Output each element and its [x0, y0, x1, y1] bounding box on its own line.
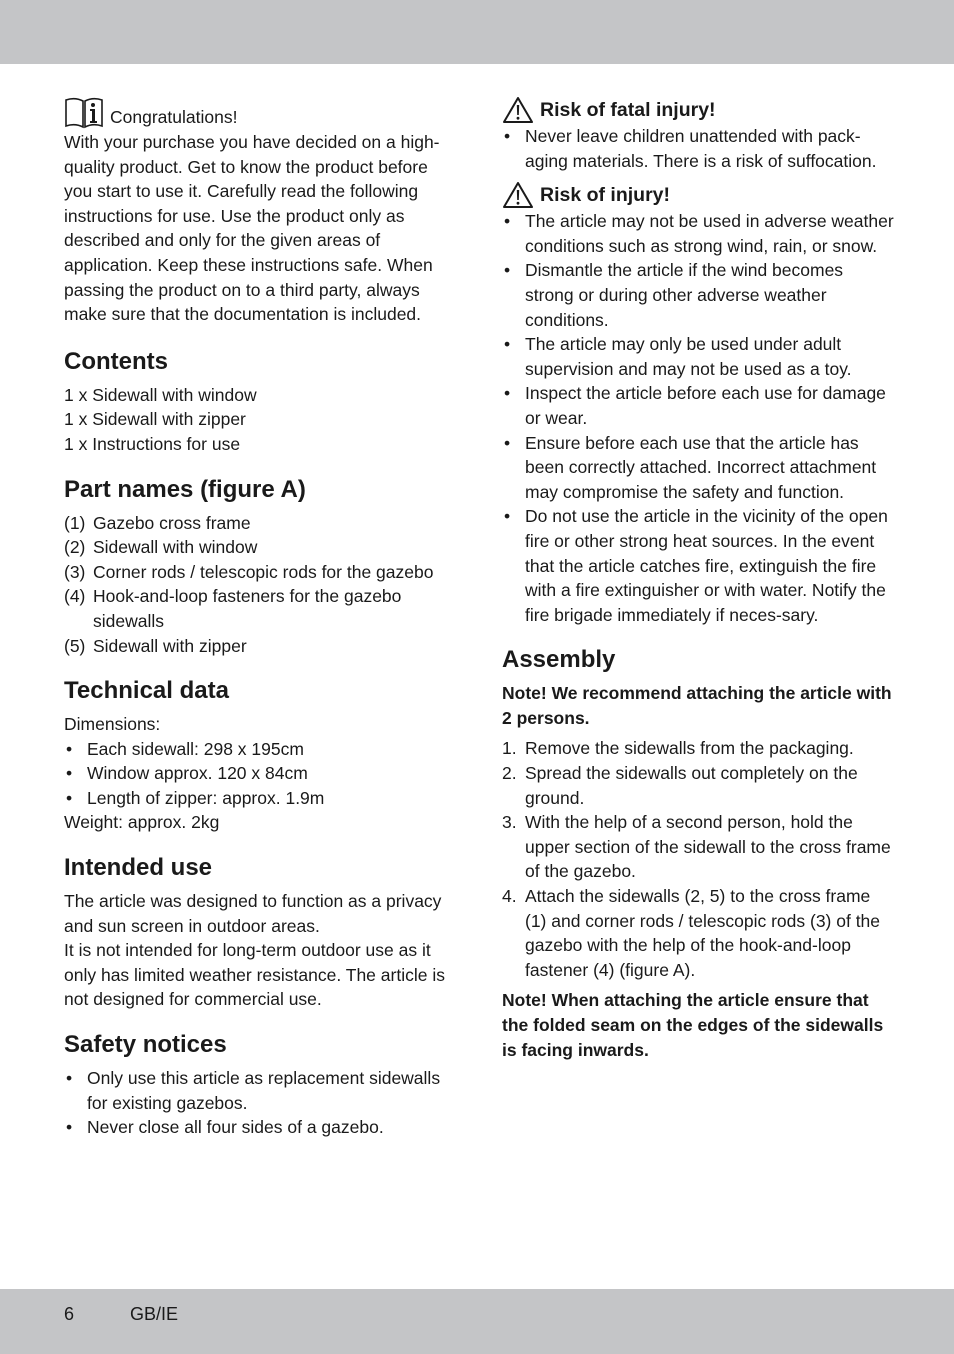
assembly-note-1: Note! We recommend attaching the article with 2 persons. [502, 683, 892, 728]
list-item: • Ensure before each use that the article has been correctly attached. Incorrect attachment may compromise the safety and function. [502, 431, 894, 505]
intended-use-title: Intended use [64, 854, 213, 882]
header-band [0, 0, 954, 64]
list-item: (5) Sidewall with zipper [64, 635, 247, 656]
list-item: • Never leave children unattended with pack-aging materials. There is a risk of suffocation. [502, 124, 894, 173]
dimensions-list [64, 737, 456, 811]
assembly-note-2: Note! When attaching the article ensure that the folded seam on the edges of the sidewalls is facing inwards. [502, 990, 884, 1060]
list-item: (2) Sidewall with window [64, 537, 258, 558]
contents-item: 1 x Sidewall with window [64, 384, 257, 405]
intended-use-p1: The article was designed to function as a privacy and sun screen in outdoor areas. [64, 891, 442, 936]
list-item: • Never close all four sides of a gazebo. [64, 1115, 456, 1140]
fatal-injury-list [502, 124, 894, 173]
contents-item: 1 x Instructions for use [64, 433, 241, 454]
contents-item: 1 x Sidewall with zipper [64, 409, 246, 430]
list-item: (1) Gazebo cross frame [64, 512, 251, 533]
safety-list [64, 1066, 456, 1140]
list-item: • Dismantle the article if the wind becomes strong or during other adverse weather conditions. [502, 258, 894, 332]
injury-heading [502, 181, 894, 209]
warning-triangle-icon [502, 96, 534, 124]
contents-title: Contents [64, 347, 168, 375]
list-item: • Window approx. 120 x 84cm [64, 761, 456, 786]
list-item: 1. Remove the sidewalls from the packaging. [502, 738, 854, 759]
intro-heading [64, 96, 456, 130]
safety-title: Safety notices [64, 1031, 227, 1059]
assembly-title: Assembly [502, 646, 616, 674]
list-item: • The article may only be used under adult supervision and may not be used as a toy. [502, 332, 894, 381]
info-book-icon [64, 96, 104, 130]
intro-body: With your purchase you have decided on a high-quality product. Get to know the product before you start to use it. Carefully read the following instructions for use. Use the product only as described and only for the given areas of application. Keep these instructions safe. When passing the product on to a third party, always make sure that the documentation is included. [64, 132, 440, 325]
list-item: (4) Hook-and-loop fasteners for the gazebo sidewalls [64, 586, 402, 631]
list-item: • Do not use the article in the vicinity of the open fire or other strong heat sources. In the event that the article catches fire, extinguish the fire with a fire extinguisher or with water. Notify the fire brigade immediately if neces-sary. [502, 504, 894, 627]
list-item: • Length of zipper: approx. 1.9m [64, 786, 456, 811]
injury-list [502, 209, 894, 627]
contents-list [64, 383, 456, 457]
fatal-injury-title: Risk of fatal injury! [540, 99, 716, 121]
assembly-steps [502, 736, 894, 982]
part-names-title: Part names (figure A) [64, 475, 306, 503]
right-column [502, 96, 894, 1062]
list-item: • Each sidewall: 298 x 195cm [64, 737, 456, 762]
list-item: 3. With the help of a second person, hold the upper section of the sidewall to the cross frame of the gazebo. [502, 812, 891, 882]
fatal-injury-heading [502, 96, 894, 124]
language-code: GB/IE [130, 1304, 179, 1324]
list-item: 2. Spread the sidewalls out completely on the ground. [502, 763, 858, 808]
weight-text: Weight: approx. 2kg [64, 812, 220, 833]
part-names-list [64, 511, 456, 659]
list-item: 4. Attach the sidewalls (2, 5) to the cross frame (1) and corner rods / telescopic rods (3) of the gazebo with the help of the hook-and-loop fastener (4) (figure A). [502, 886, 881, 980]
page-number: 6 [64, 1304, 75, 1324]
dimensions-label: Dimensions: [64, 714, 161, 735]
intended-use-p2: It is not intended for long-term outdoor use as it only has limited weather resistance. The article is not designed for commercial use. [64, 940, 445, 1010]
list-item: (3) Corner rods / telescopic rods for the gazebo [64, 561, 434, 582]
left-column [64, 96, 456, 1140]
technical-title: Technical data [64, 677, 229, 705]
list-item: • Only use this article as replacement sidewalls for existing gazebos. [64, 1066, 456, 1115]
warning-triangle-icon [502, 181, 534, 209]
intro-title: Congratulations! [110, 107, 238, 128]
injury-title: Risk of injury! [540, 184, 671, 207]
list-item: • The article may not be used in adverse weather conditions such as strong wind, rain, or snow. [502, 209, 894, 258]
list-item: • Inspect the article before each use for damage or wear. [502, 381, 894, 430]
